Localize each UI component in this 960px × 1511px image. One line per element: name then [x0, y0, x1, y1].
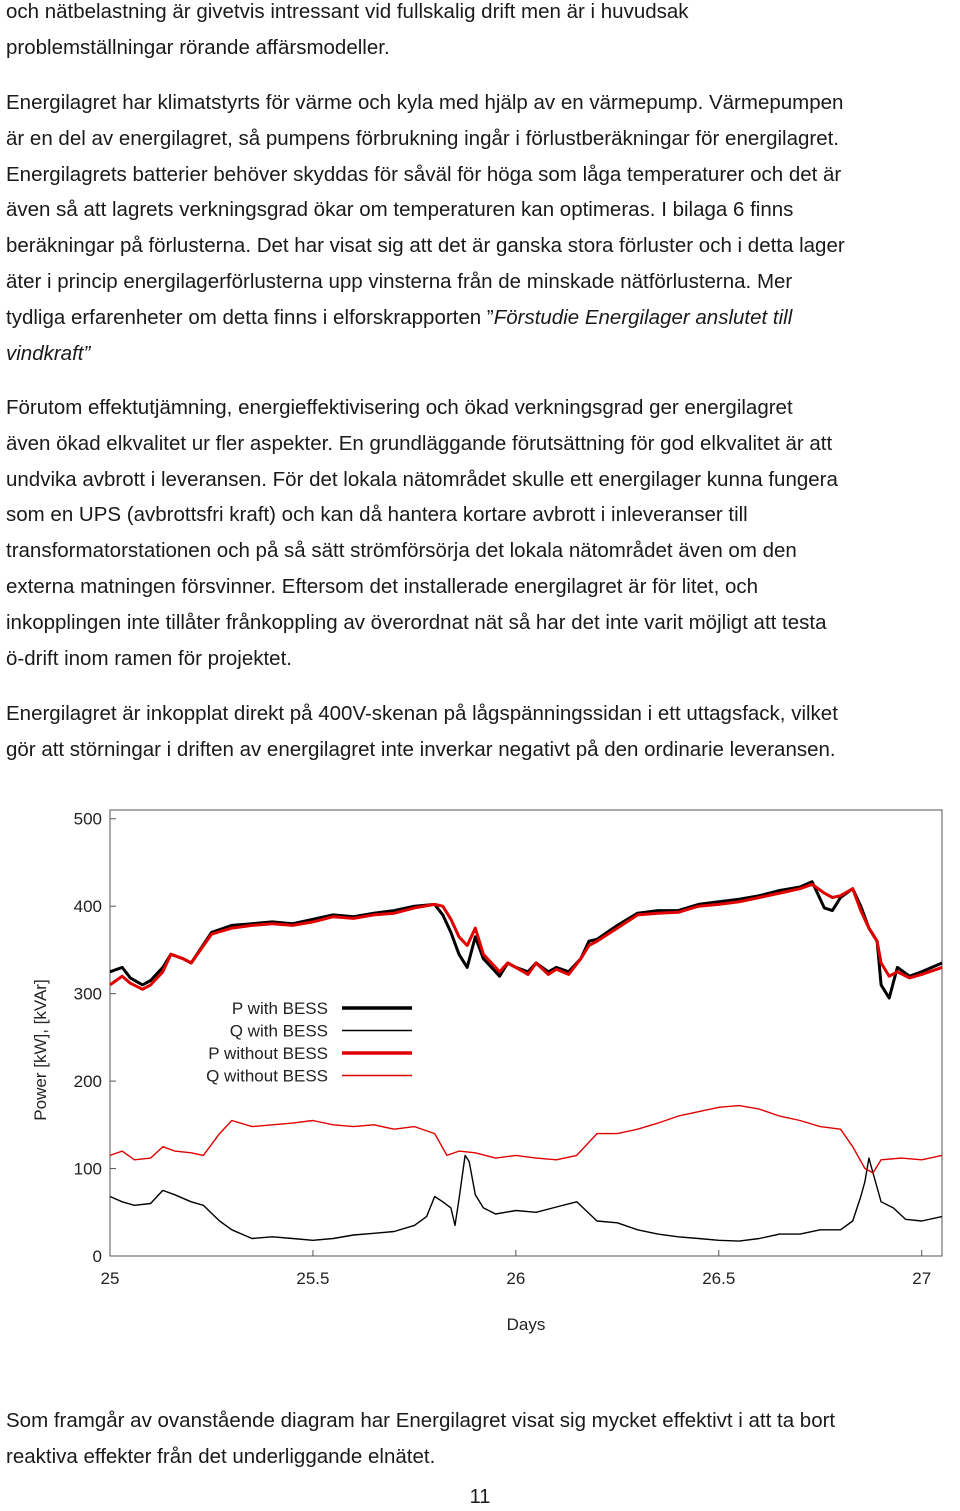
y-tick-label: 400 — [73, 897, 102, 917]
text-line: reaktiva effekter från det underliggande elnätet. — [6, 1444, 436, 1468]
x-tick-label: 25 — [100, 1269, 120, 1288]
text-line: ö-drift inom ramen för projektet. — [6, 646, 292, 670]
y-tick-label: 300 — [73, 984, 102, 1004]
series-line-q-with-bess — [110, 1155, 942, 1241]
legend-label: Q without BESS — [206, 1066, 328, 1086]
text-line: transformatorstationen och på så sätt strömförsörja det lokala nätområdet även om den — [6, 539, 797, 563]
text-line: Som framgår av ovanstående diagram har Energilagret visat sig mycket effektivt i att ta bort — [6, 1409, 836, 1432]
y-axis-label: Power [kW], [kVAr] — [31, 979, 50, 1121]
text-line: Energilagret är inkopplat direkt på 400V-skenan på lågspänningssidan i ett uttagsfack, vilket — [6, 702, 838, 725]
series-line-p-without-bess — [110, 884, 942, 989]
report-title-continued: vindkraft” — [6, 341, 91, 365]
paragraph-climate-control — [6, 85, 958, 371]
report-title: Förstudie Energilager anslutet till — [493, 305, 793, 329]
text-line: Förutom effektutjämning, energieffektivisering och ökad verkningsgrad ger energilagret — [6, 396, 793, 419]
legend-label: P with BESS — [231, 999, 328, 1018]
x-axis-label: Days — [506, 1315, 546, 1334]
text-line: problemställningar rörande affärsmodeller. — [6, 35, 390, 59]
text-line — [6, 336, 958, 372]
paragraph-conclusion — [6, 1403, 958, 1475]
text-line — [6, 300, 958, 336]
legend-label: P without BESS — [208, 1044, 328, 1063]
x-tick-label: 25.5 — [296, 1269, 330, 1288]
x-tick-label: 27 — [912, 1269, 932, 1288]
text-line: Energilagret har klimatstyrts för värme och kyla med hjälp av en värmepump. Värmepumpen — [6, 91, 844, 114]
text-line: undvika avbrott i leveransen. För det lokala nätområdet skulle ett energilager kunna fungera — [6, 467, 838, 491]
y-tick-label: 100 — [73, 1159, 102, 1179]
text-line: inkopplingen inte tillåter frånkoppling av överordnat nät så har det inte varit möjligt att testa — [6, 610, 827, 634]
paragraph-connection — [6, 696, 958, 768]
text-line: och nätbelastning är givetvis intressant vid fullskalig drift men är i huvudsak — [6, 0, 689, 23]
text-line-start: tydliga erfarenheter om detta finns i elforskrapporten ” — [6, 305, 494, 329]
text-line: som en UPS (avbrottsfri kraft) och kan då hantera kortare avbrott i inleveranser till — [6, 503, 748, 527]
y-tick-label: 0 — [92, 1247, 102, 1266]
text-line: är en del av energilagret, så pumpens förbrukning ingår i förlustberäkningar för energilagret. — [6, 126, 840, 150]
legend-label: Q with BESS — [229, 1021, 328, 1041]
text-line: gör att störningar i driften av energilagret inte inverkar negativt på den ordinarie leveransen. — [6, 737, 836, 761]
power-chart — [0, 790, 960, 1350]
paragraph-intro-continuation — [6, 0, 958, 66]
text-line: även ökad elkvalitet ur fler aspekter. En grundläggande förutsättning för god elkvalitet är att — [6, 431, 833, 455]
text-line: även så att lagrets verkningsgrad ökar om temperaturen kan optimeras. I bilaga 6 finns — [6, 198, 794, 222]
y-tick-label: 500 — [73, 809, 102, 829]
text-line: externa matningen försvinner. Eftersom det installerade energilagret är för litet, och — [6, 574, 759, 598]
series-line-p-with-bess — [110, 882, 942, 998]
paragraph-power-quality — [6, 390, 958, 676]
text-line: äter i princip energilagerförlusterna upp vinsterna från de minskade nätförlusterna. Mer — [6, 269, 793, 293]
series-line-q-without-bess — [110, 1106, 942, 1173]
y-tick-label: 200 — [73, 1072, 102, 1092]
text-line: beräkningar på förlusterna. Det har visat sig att det är ganska stora förluster och i detta lager — [6, 234, 845, 258]
legend — [206, 999, 412, 1086]
page-number: 11 — [469, 1486, 491, 1508]
text-line: Energilagrets batterier behöver skyddas för såväl för höga som låga temperaturer och det är — [6, 162, 842, 186]
x-tick-label: 26.5 — [702, 1269, 736, 1288]
x-tick-label: 26 — [506, 1269, 526, 1288]
